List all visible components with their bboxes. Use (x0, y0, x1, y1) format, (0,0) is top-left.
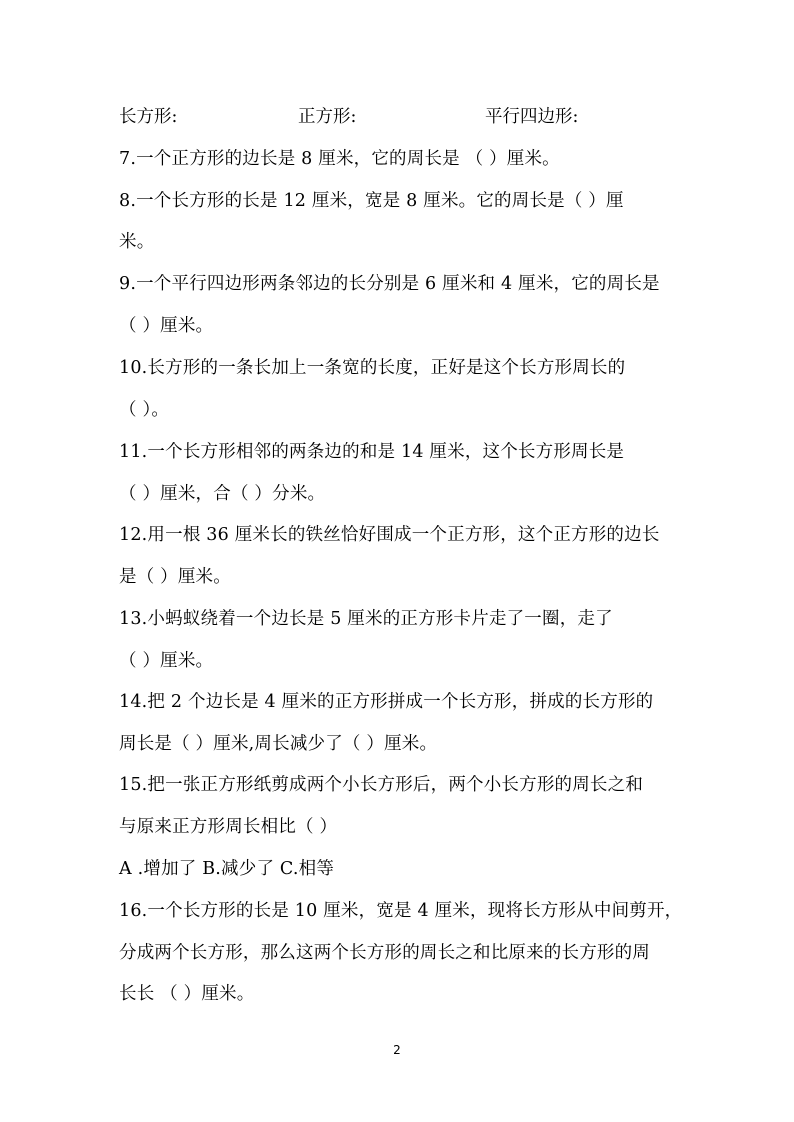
question-13-line-1: 13.小蚂蚁绕着一个边长是 5 厘米的正方形卡片走了一圈，走了 (119, 609, 613, 629)
question-12-line-2: 是（ ）厘米。 (119, 567, 231, 587)
question-8-line-2: 米。 (119, 232, 155, 252)
question-8-line-1: 8.一个长方形的长是 12 厘米，宽是 8 厘米。它的周长是（ ）厘 (119, 191, 624, 211)
question-15-line-2: 与原来正方形周长相比（ ） (119, 817, 338, 837)
question-11-line-1: 11.一个长方形相邻的两条边的和是 14 厘米，这个长方形周长是 (119, 442, 625, 462)
question-15-line-1: 15.把一张正方形纸剪成两个小长方形后，两个小长方形的周长之和 (119, 775, 644, 795)
question-16-line-3: 长长 （ ）厘米。 (119, 984, 255, 1004)
question-16-line-1: 16.一个长方形的长是 10 厘米，宽是 4 厘米，现将长方形从中间剪开， (119, 901, 683, 921)
question-16-line-2: 分成两个长方形，那么这两个长方形的周长之和比原来的长方形的周 (119, 943, 650, 963)
question-11-line-2: （ ）厘米，合（ ）分米。 (119, 484, 326, 504)
rectangle-label: 长方形: (119, 107, 178, 127)
question-15-options: A .增加了 B.减少了 C.相等 (119, 859, 335, 879)
question-9-line-1: 9.一个平行四边形两条邻边的长分别是 6 厘米和 4 厘米，它的周长是 (119, 274, 660, 294)
question-14-line-2: 周长是（ ）厘米,周长减少了（ ）厘米。 (119, 734, 438, 754)
question-7: 7.一个正方形的边长是 8 厘米，它的周长是 （ ）厘米。 (119, 149, 560, 169)
question-9-line-2: （ ）厘米。 (119, 316, 214, 336)
page-number: 2 (393, 1043, 401, 1057)
question-13-line-2: （ ）厘米。 (119, 651, 214, 671)
parallelogram-label: 平行四边形: (485, 107, 579, 127)
question-10-line-2: （ ）。 (119, 400, 170, 420)
square-label: 正方形: (298, 107, 357, 127)
question-10-line-1: 10.长方形的一条长加上一条宽的长度，正好是这个长方形周长的 (119, 358, 626, 378)
question-14-line-1: 14.把 2 个边长是 4 厘米的正方形拼成一个长方形，拼成的长方形的 (119, 692, 654, 712)
question-12-line-1: 12.用一根 36 厘米长的铁丝恰好围成一个正方形，这个正方形的边长 (119, 525, 660, 545)
